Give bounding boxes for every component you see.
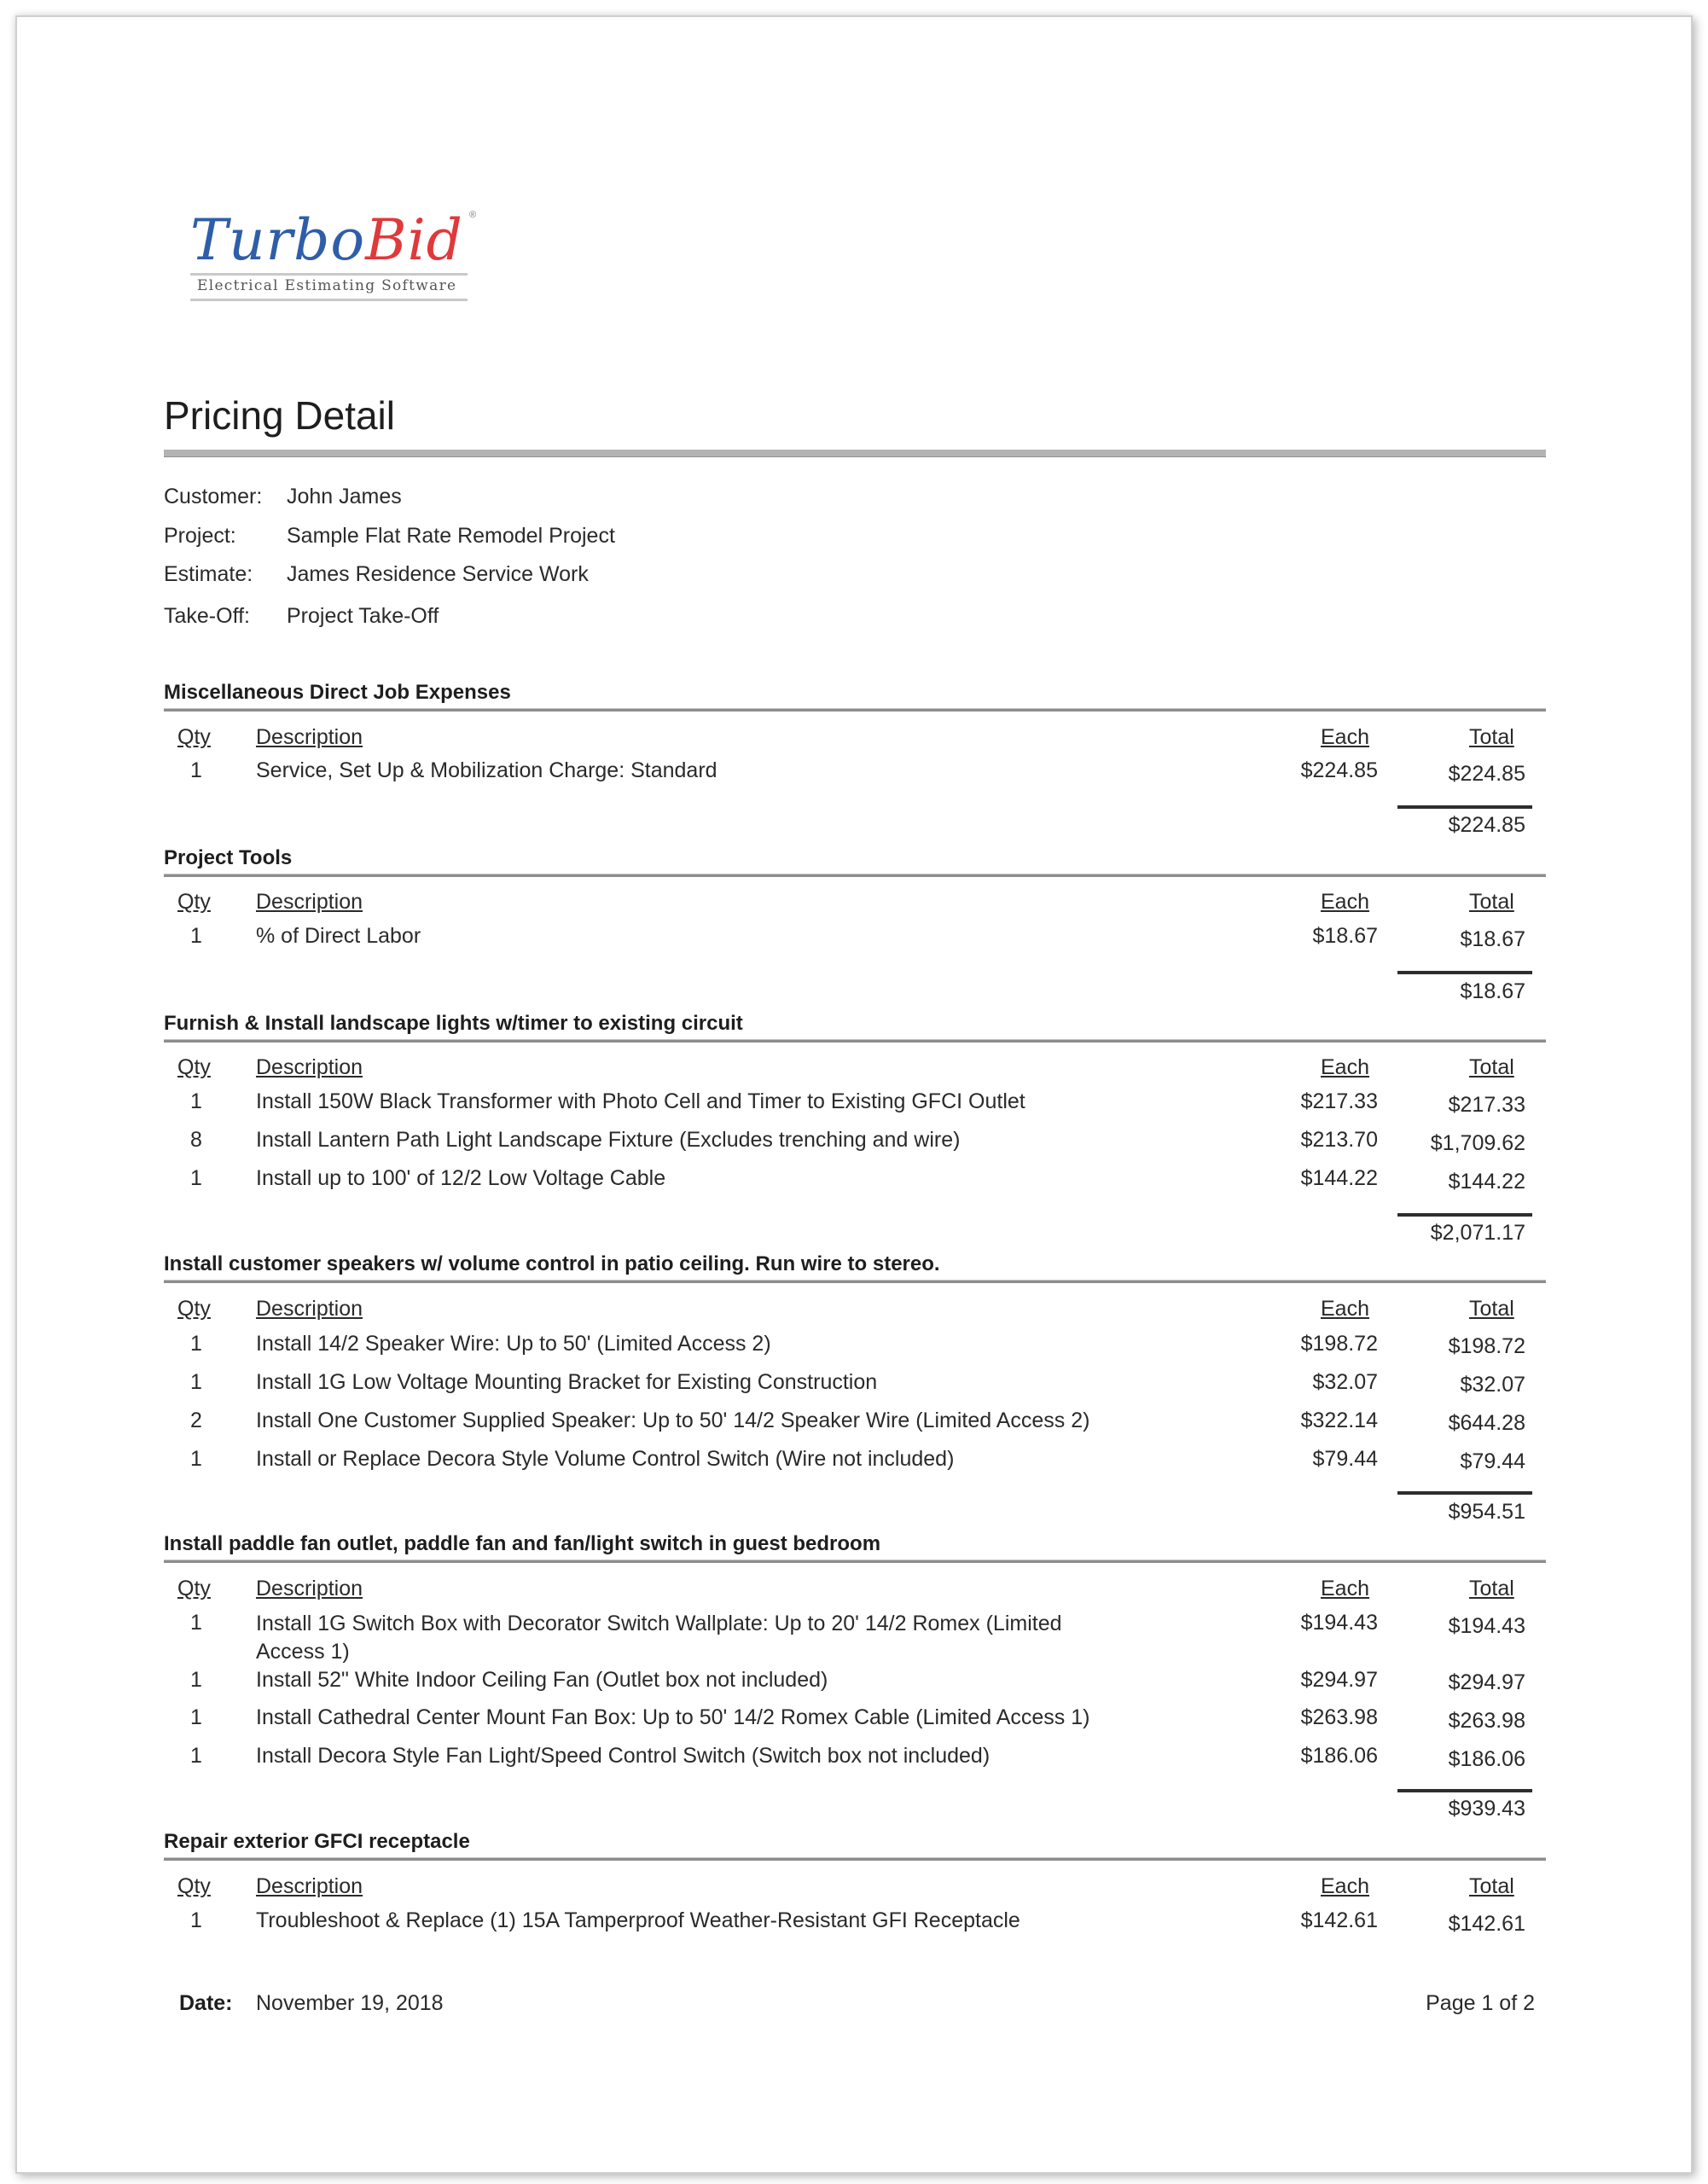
- item-each: $32.07: [1312, 1370, 1378, 1394]
- meta-customer: [164, 485, 402, 509]
- col-header-total: Total: [1469, 890, 1514, 914]
- item-total: $263.98: [1448, 1709, 1525, 1733]
- item-total: $142.61: [1448, 1912, 1525, 1936]
- item-total: $217.33: [1448, 1093, 1525, 1117]
- item-each: $224.85: [1300, 758, 1378, 782]
- subtotal-bar: [1397, 1491, 1532, 1495]
- col-header-qty: Qty: [177, 1577, 211, 1600]
- meta-label: Take-Off:: [164, 604, 250, 628]
- item-description: Troubleshoot & Replace (1) 15A Tamperproof Weather-Resistant GFI Receptacle: [256, 1908, 1020, 1932]
- item-total: $144.22: [1448, 1170, 1525, 1194]
- col-header-total: Total: [1469, 1297, 1514, 1321]
- item-qty: 1: [190, 1447, 202, 1471]
- section-divider: [164, 1039, 1546, 1043]
- col-header-each: Each: [1321, 725, 1369, 749]
- item-qty: 1: [190, 1611, 202, 1635]
- section-divider: [164, 1857, 1546, 1861]
- section-divider: [164, 1280, 1546, 1283]
- section-subtotal: $939.43: [1448, 1797, 1525, 1821]
- col-header-qty: Qty: [177, 1297, 211, 1321]
- col-header-total: Total: [1469, 1577, 1514, 1600]
- section-heading: Repair exterior GFCI receptacle: [164, 1830, 470, 1853]
- item-qty: 1: [190, 1166, 202, 1190]
- col-header-description: Description: [256, 1577, 363, 1600]
- item-total: $79.44: [1460, 1449, 1525, 1473]
- section-heading: Install customer speakers w/ volume control in patio ceiling. Run wire to stereo.: [164, 1252, 940, 1275]
- footer-date-label: Date:: [179, 1991, 233, 2015]
- item-qty: 1: [190, 1332, 202, 1356]
- col-header-qty: Qty: [177, 1874, 211, 1898]
- item-each: $18.67: [1312, 924, 1378, 948]
- registered-mark: ®: [469, 210, 477, 220]
- item-each: $213.70: [1300, 1128, 1378, 1152]
- item-description: Service, Set Up & Mobilization Charge: Standard: [256, 758, 717, 782]
- item-each: $79.44: [1312, 1447, 1378, 1471]
- col-header-total: Total: [1469, 725, 1514, 749]
- section-heading: Miscellaneous Direct Job Expenses: [164, 681, 511, 704]
- item-qty: 8: [190, 1128, 202, 1152]
- footer-date-value: November 19, 2018: [256, 1991, 444, 2015]
- logo-tagline: Electrical Estimating Software: [197, 277, 457, 294]
- item-qty: 1: [190, 1668, 202, 1692]
- item-total: $1,709.62: [1430, 1131, 1525, 1155]
- section-heading: Furnish & Install landscape lights w/timer to existing circuit: [164, 1012, 743, 1035]
- item-description: Install Decora Style Fan Light/Speed Control Switch (Switch box not included): [256, 1744, 991, 1768]
- col-header-each: Each: [1321, 1055, 1369, 1079]
- meta-label: Customer:: [164, 485, 263, 508]
- logo-turbo-text: Turbo: [190, 207, 366, 273]
- section-divider: [164, 874, 1546, 877]
- section-divider: [164, 1560, 1546, 1563]
- item-each: $142.61: [1300, 1908, 1378, 1932]
- meta-value: Sample Flat Rate Remodel Project: [287, 524, 615, 548]
- item-description: % of Direct Labor: [256, 924, 421, 948]
- section-divider: [164, 708, 1546, 712]
- meta-project: [164, 524, 615, 549]
- item-total: $294.97: [1448, 1670, 1525, 1694]
- col-header-description: Description: [256, 1055, 363, 1079]
- col-header-total: Total: [1469, 1055, 1514, 1079]
- subtotal-bar: [1397, 971, 1532, 974]
- logo-wordmark: [190, 206, 463, 275]
- item-total: $198.72: [1448, 1334, 1525, 1358]
- col-header-description: Description: [256, 1297, 363, 1321]
- item-total: $18.67: [1460, 927, 1525, 951]
- col-header-description: Description: [256, 890, 363, 914]
- item-each: $322.14: [1300, 1409, 1378, 1432]
- item-qty: 1: [190, 1744, 202, 1768]
- section-subtotal: $224.85: [1448, 813, 1525, 837]
- col-header-qty: Qty: [177, 1055, 211, 1079]
- item-each: $186.06: [1300, 1744, 1378, 1768]
- col-header-each: Each: [1321, 1297, 1369, 1321]
- col-header-qty: Qty: [177, 725, 211, 749]
- item-description: Install 1G Switch Box with Decorator Switch Wallplate: Up to 20' 14/2 Romex (Limited Access 1): [256, 1612, 1062, 1664]
- item-description: Install Cathedral Center Mount Fan Box: Up to 50' 14/2 Romex Cable (Limited Access 1): [256, 1705, 1090, 1729]
- item-total: $644.28: [1448, 1411, 1525, 1435]
- meta-label: Project:: [164, 524, 236, 548]
- item-total: $32.07: [1460, 1373, 1525, 1397]
- col-header-description: Description: [256, 725, 363, 749]
- item-each: $217.33: [1300, 1089, 1378, 1113]
- section-heading: Install paddle fan outlet, paddle fan and fan/light switch in guest bedroom: [164, 1532, 881, 1555]
- col-header-description: Description: [256, 1874, 363, 1898]
- item-description: Install 150W Black Transformer with Photo Cell and Timer to Existing GFCI Outlet: [256, 1089, 1025, 1113]
- item-total: $186.06: [1448, 1747, 1525, 1771]
- section-subtotal: $18.67: [1460, 979, 1525, 1003]
- item-each: $294.97: [1300, 1668, 1378, 1692]
- meta-takeoff: [164, 604, 439, 629]
- meta-value: John James: [287, 485, 402, 508]
- meta-value: James Residence Service Work: [287, 562, 589, 586]
- logo-bid-text: Bid: [365, 207, 463, 273]
- subtotal-bar: [1397, 1213, 1532, 1217]
- logo-rule-top: [190, 273, 468, 276]
- item-qty: 1: [190, 1908, 202, 1932]
- item-description: Install or Replace Decora Style Volume Control Switch (Wire not included): [256, 1447, 955, 1471]
- col-header-qty: Qty: [177, 890, 211, 914]
- item-each: $194.43: [1300, 1611, 1378, 1635]
- item-description: Install up to 100' of 12/2 Low Voltage Cable: [256, 1166, 666, 1190]
- page-title: Pricing Detail: [164, 393, 395, 438]
- meta-estimate: [164, 562, 589, 587]
- section-subtotal: $2,071.17: [1430, 1221, 1525, 1245]
- item-qty: 1: [190, 924, 202, 948]
- col-header-each: Each: [1321, 1577, 1369, 1600]
- section-subtotal: $954.51: [1448, 1500, 1525, 1524]
- subtotal-bar: [1397, 805, 1532, 809]
- subtotal-bar: [1397, 1789, 1532, 1792]
- item-description: Install Lantern Path Light Landscape Fixture (Excludes trenching and wire): [256, 1128, 961, 1152]
- item-description: Install 1G Low Voltage Mounting Bracket for Existing Construction: [256, 1370, 878, 1394]
- col-header-total: Total: [1469, 1874, 1514, 1898]
- item-description: Install 14/2 Speaker Wire: Up to 50' (Limited Access 2): [256, 1332, 771, 1356]
- col-header-each: Each: [1321, 890, 1369, 914]
- item-qty: 1: [190, 1705, 202, 1729]
- item-description: Install 52" White Indoor Ceiling Fan (Outlet box not included): [256, 1668, 828, 1692]
- col-header-each: Each: [1321, 1874, 1369, 1898]
- meta-value: Project Take-Off: [287, 604, 439, 628]
- item-each: $144.22: [1300, 1166, 1378, 1190]
- item-total: $224.85: [1448, 762, 1525, 786]
- section-heading: Project Tools: [164, 846, 293, 869]
- item-qty: 1: [190, 758, 202, 782]
- item-qty: 1: [190, 1089, 202, 1113]
- item-total: $194.43: [1448, 1614, 1525, 1638]
- title-divider: [164, 450, 1546, 457]
- turbobid-logo: [190, 206, 480, 305]
- item-qty: 2: [190, 1409, 202, 1432]
- item-qty: 1: [190, 1370, 202, 1394]
- logo-rule-bottom: [190, 299, 468, 301]
- item-description: Install One Customer Supplied Speaker: Up to 50' 14/2 Speaker Wire (Limited Access 2): [256, 1409, 1090, 1432]
- page-number: Page 1 of 2: [1426, 1991, 1535, 2015]
- item-each: $198.72: [1300, 1332, 1378, 1356]
- item-each: $263.98: [1300, 1705, 1378, 1729]
- meta-label: Estimate:: [164, 562, 253, 586]
